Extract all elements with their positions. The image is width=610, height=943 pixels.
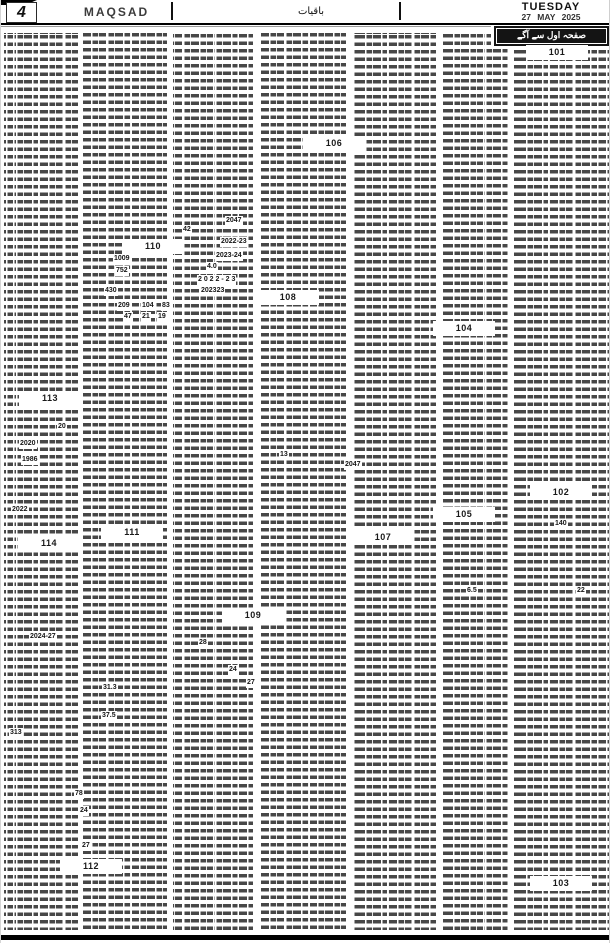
section-heading-109: 109 [222,608,284,623]
figure-token: 27 [82,842,90,849]
section-heading-101: 101 [526,45,588,60]
page-number: 4 [17,3,26,21]
figure-token: 37.5 [102,712,116,719]
bottom-rule [1,935,610,940]
section-heading-102: 102 [530,485,592,500]
section-heading-110: 110 [122,239,184,254]
text-column-3 [173,33,253,930]
figure-token: 1009 [114,255,130,262]
figure-token: 313 [10,729,22,736]
section-heading-103: 103 [530,876,592,891]
figure-token: 2022-23 [221,238,247,245]
text-column-6 [443,33,509,930]
figure-token: 2020 [20,440,36,447]
figure-token: 19 [158,313,166,320]
figure-token: 752 [116,267,128,274]
date-block [496,2,606,22]
section-title: باقیات [297,6,325,17]
page-number-box [6,2,37,23]
masthead-title: MAQSAD [83,5,150,19]
text-column-7 [514,33,609,930]
figure-token: 140 [555,520,567,527]
figure-token: 2047 [226,217,242,224]
text-column-5 [353,33,436,930]
figure-token: 2024-27 [30,633,56,640]
weekday-label: TUESDAY [521,1,581,13]
section-heading-113: 113 [19,391,81,406]
figure-token: 27 [247,679,255,686]
text-column-1 [4,33,78,930]
figure-token: 13 [280,451,288,458]
figure-token: 2 0 2 2 - 2 3 [198,276,236,283]
date-label: 27 MAY 2025 [521,12,581,22]
text-column-4 [261,33,346,930]
page-header [1,0,609,25]
figure-token: 20 [58,423,66,430]
section-heading-108: 108 [257,290,319,305]
article-body [1,25,610,943]
figure-token: 83 [162,302,170,309]
figure-token: 430 [105,287,117,294]
section-heading-104: 104 [433,321,495,336]
header-divider [171,2,173,20]
text-column-2 [83,33,167,930]
figure-token: 47 [124,313,132,320]
section-heading-114: 114 [18,536,80,551]
figure-token: 24 [229,666,237,673]
figure-token: 4.0 [207,263,217,270]
figure-token: 202323 [201,287,225,294]
figure-token: 2023-24 [216,252,242,259]
section-heading-107: 107 [352,530,414,545]
figure-token: 21 [142,313,150,320]
continuation-box [494,26,609,46]
section-heading-111: 111 [101,525,163,540]
figure-token: 24 [80,807,88,814]
figure-token: 6.5 [467,587,477,594]
figure-token: 209 [118,302,130,309]
section-heading-112: 112 [60,859,122,874]
figure-token: 2047 [345,461,361,468]
figure-token: 28 [199,639,207,646]
header-divider [399,2,401,20]
section-heading-105: 105 [433,507,495,522]
figure-token: 1986 [22,456,38,463]
figure-token: 2022 [12,506,28,513]
figure-token: 22 [577,587,585,594]
figure-token: 78 [75,790,83,797]
figure-token: 31.3 [103,684,117,691]
continuation-label: صفحہ اول سے آگے [496,28,607,44]
figure-token: 104 [142,302,154,309]
figure-token: 42 [183,226,191,233]
section-heading-106: 106 [303,136,365,151]
